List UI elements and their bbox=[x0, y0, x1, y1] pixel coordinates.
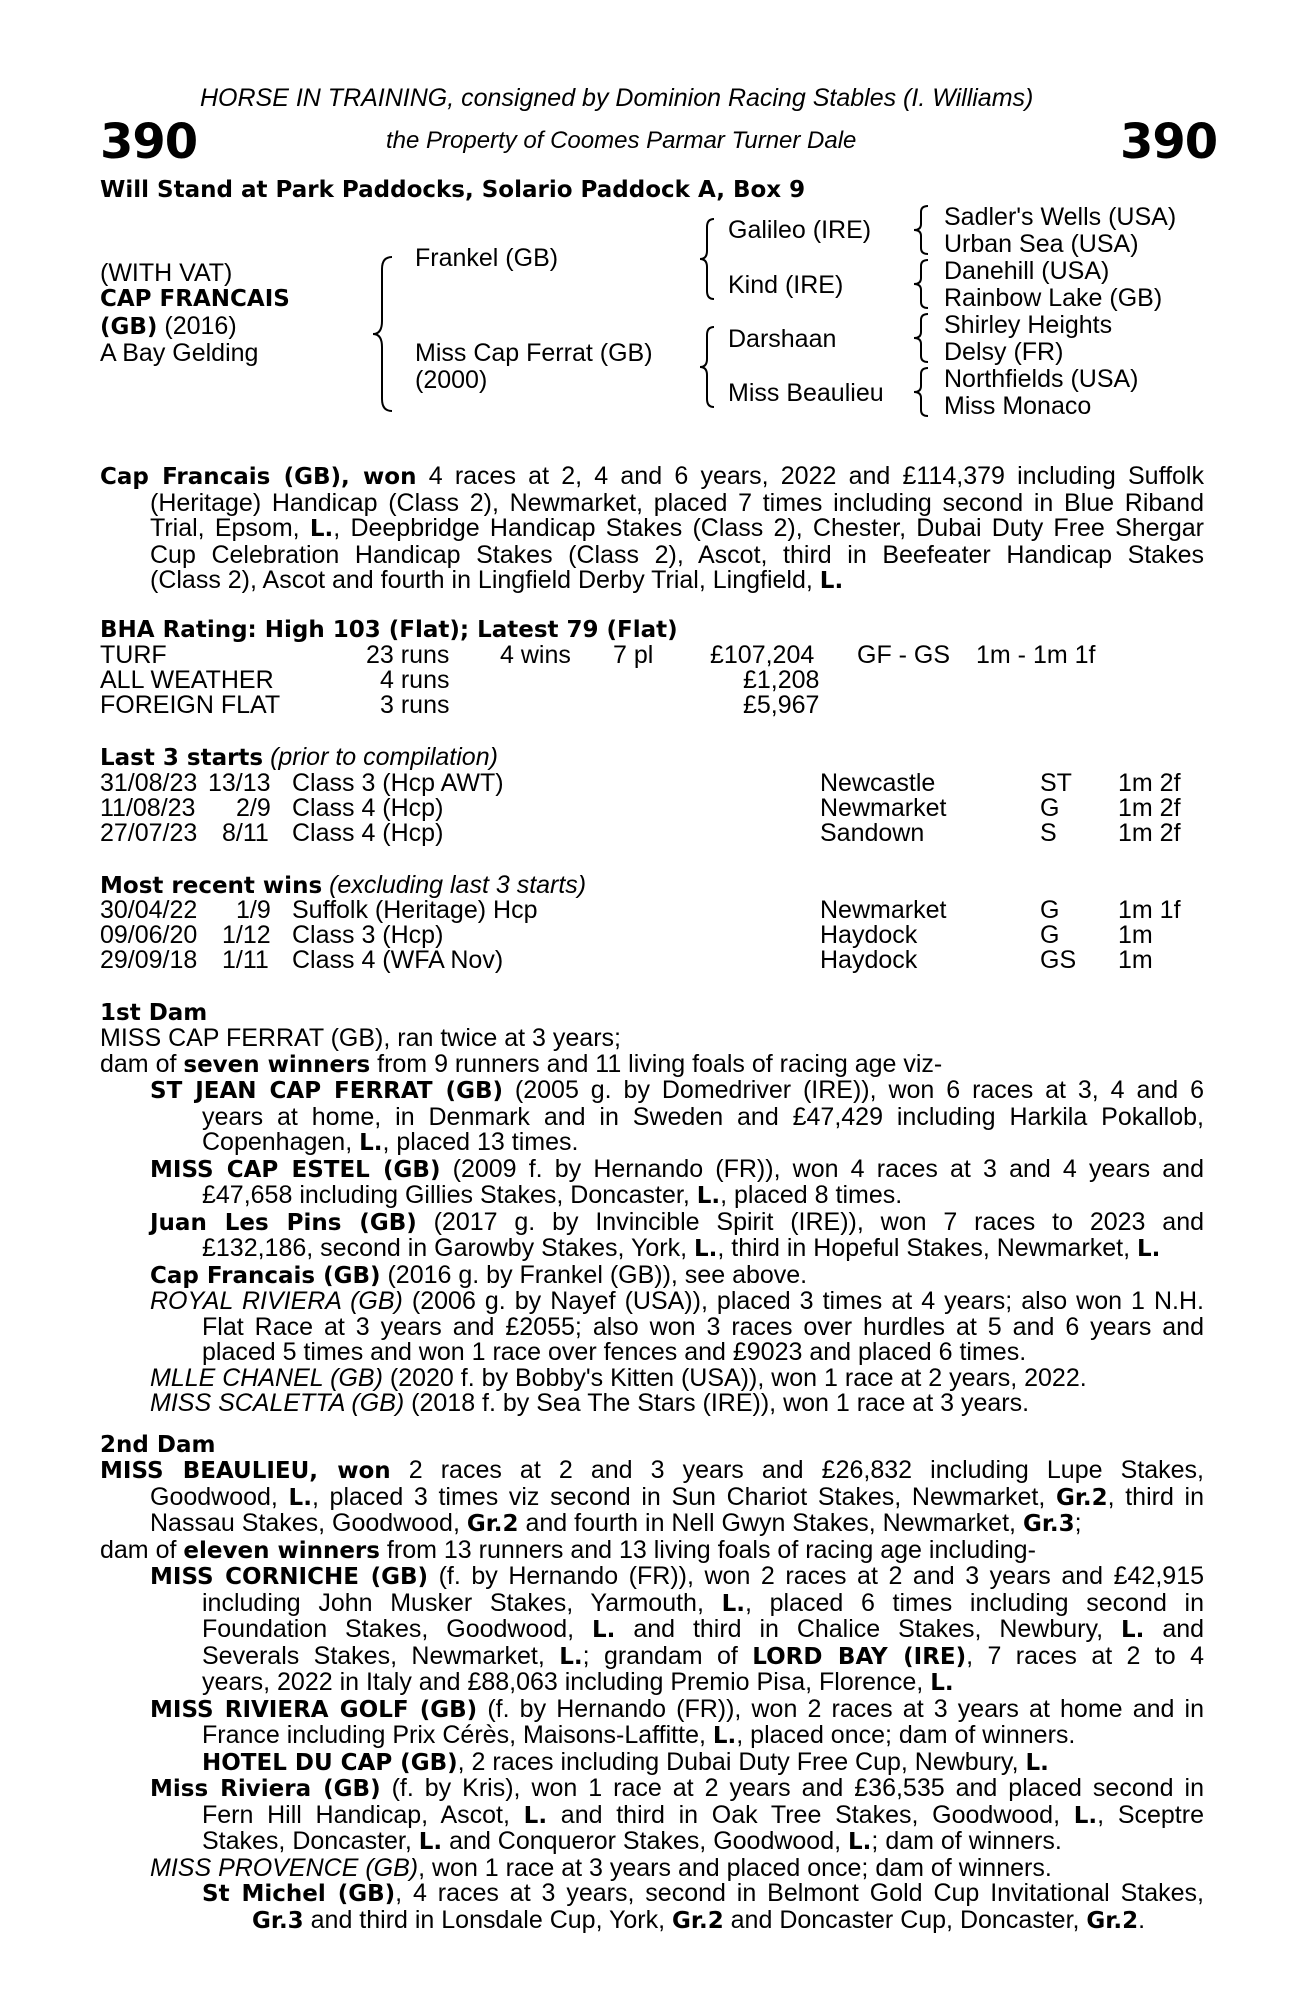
last-starts-title: Last 3 starts (prior to compilation) bbox=[100, 743, 498, 771]
dam-dam: Miss Beaulieu bbox=[728, 379, 884, 407]
rating-title: BHA Rating: High 103 (Flat); Latest 79 (Flat) bbox=[100, 617, 678, 643]
horse-description: A Bay Gelding bbox=[100, 339, 259, 367]
lot-number-right: 390 bbox=[1120, 114, 1218, 170]
vat-note: (WITH VAT) bbox=[100, 259, 233, 287]
dam-dam-sire: Northfields (USA) bbox=[944, 365, 1139, 393]
sire-dam-sire: Danehill (USA) bbox=[944, 257, 1110, 285]
sire-sire-sire: Sadler's Wells (USA) bbox=[944, 203, 1177, 231]
sire-dam-dam: Rainbow Lake (GB) bbox=[944, 284, 1163, 312]
dam-sire-dam: Delsy (FR) bbox=[944, 338, 1064, 366]
pedigree-brace-ss bbox=[912, 204, 932, 256]
sire: Frankel (GB) bbox=[415, 244, 559, 272]
lot-number-left: 390 bbox=[100, 114, 198, 170]
dam-year: (2000) bbox=[415, 366, 488, 394]
first-dam-title: 1st Dam bbox=[100, 1000, 208, 1026]
pedigree-brace-sd bbox=[912, 258, 932, 310]
horse-origin: (GB) (2016) bbox=[100, 312, 237, 340]
first-dam-section: MISS CAP FERRAT (GB), ran twice at 3 years; dam of seven winners from 9 runners and 11 living foals of racing age viz- ST JEAN CAP FERRAT (GB) (2005 g. by Domedriver (IRE)), won 6 races at 3, 4 and 6 years at home, in Denmark and in Sweden and £47,429 including Harkila Pokallob, Copenhagen, L., placed 13 times. MISS CAP ESTEL (GB) (2009 f. by Hernando (FR)), won 4 races at 3 and 4 years and £47,658 including Gillies Stakes, Doncaster, L., placed 8 times. Juan Les Pins (GB) (2017 g. by Invincible Spirit (IRE)), won 7 races to 2023 and £132,186, second in Garowby Stakes, York, L., third in Hopeful Stakes, Newmarket, L. Cap Francais (GB) (2016 g. by Frankel (GB)), see above. ROYAL RIVIERA (GB) (2006 g. by Nayef (USA)), placed 3 times at 4 years; also won 1 N.H. Flat Race at 3 years and £2055; also won 3 races over hurdles at 5 and 6 years and placed 5 times and won 1 race over fences and £9023 and placed 6 times. MLLE CHANEL (GB) (2020 f. by Bobby's Kitten (USA)), won 1 race at 2 years, 2022. MISS SCALETTA (GB) (2018 f. by Sea The Stars (IRE)), won 1 race at 3 years. bbox=[100, 1024, 1205, 1417]
pedigree-brace-main bbox=[370, 255, 398, 413]
second-dam-section: MISS BEAULIEU, won 2 races at 2 and 3 years and £26,832 including Lupe Stakes, Goodwood, L., placed 3 times viz second in Sun Chariot Stakes, Newmarket, Gr.2, third in Nassau Stakes, Goodwood, Gr.2 and fourth in Nell Gwyn Stakes, Newmarket, Gr.3; dam of eleven winners from 13 runners and 13 living foals of racing age including- MISS CORNICHE (GB) (f. by Hernando (FR)), won 2 races at 2 and 3 years and £42,915 including John Musker Stakes, Yarmouth, L., placed 6 times including second in Foundation Stakes, Goodwood, L. and third in Chalice Stakes, Newbury, L. and Severals Stakes, Newmarket, L.; grandam of LORD BAY (IRE), 7 races at 2 to 4 years, 2022 in Italy and £88,063 including Premio Pisa, Florence, L. MISS RIVIERA GOLF (GB) (f. by Hernando (FR)), won 2 races at 3 years at home and in France including Prix Cérès, Maisons-Laffitte, L., placed once; dam of winners. HOTEL DU CAP (GB), 2 races including Dubai Duty Free Cup, Newbury, L. Miss Riviera (GB) (f. by Kris), won 1 race at 2 years and £36,535 and placed second in Fern Hill Handicap, Ascot, L. and third in Oak Tree Stakes, Goodwood, L., Sceptre Stakes, Doncaster, L. and Conqueror Stakes, Goodwood, L.; dam of winners. MISS PROVENCE (GB), won 1 race at 3 years and placed once; dam of winners. St Michel (GB), 4 races at 3 years, second in Belmont Gold Cup Invitational Stakes, Gr.3 and third in Lonsdale Cup, York, Gr.2 and Doncaster Cup, Doncaster, Gr.2. bbox=[100, 1456, 1205, 1934]
pedigree-brace-dd bbox=[912, 366, 932, 418]
horse-name: CAP FRANCAIS bbox=[100, 286, 290, 312]
header-consignor: HORSE IN TRAINING, consigned by Dominion Racing Stables (I. Williams) bbox=[200, 84, 1034, 112]
second-dam-title: 2nd Dam bbox=[100, 1432, 216, 1458]
pedigree-brace-ds bbox=[912, 312, 932, 364]
dam: Miss Cap Ferrat (GB) bbox=[415, 339, 653, 367]
dam-sire-sire: Shirley Heights bbox=[944, 311, 1113, 339]
sire-sire-dam: Urban Sea (USA) bbox=[944, 230, 1139, 258]
race-summary: Cap Francais (GB), won 4 races at 2, 4 and 6 years, 2022 and £114,379 including Suffolk (Heritage) Handicap (Class 2), Newmarket, placed 7 times including second in Blue Riband Trial, Epsom, L., Deepbridge Handicap Stakes (Class 2), Chester, Dubai Duty Free Shergar Cup Celebration Handicap Stakes (Class 2), Ascot, third in Beefeater Handicap Stakes (Class 2), Ascot and fourth in Lingfield Derby Trial, Lingfield, L. bbox=[100, 462, 1205, 594]
sire-dam: Kind (IRE) bbox=[728, 271, 844, 299]
sire-sire: Galileo (IRE) bbox=[728, 216, 872, 244]
pedigree-brace-sire bbox=[698, 217, 718, 301]
dam-dam-dam: Miss Monaco bbox=[944, 392, 1092, 420]
dam-sire: Darshaan bbox=[728, 325, 837, 353]
stand-location: Will Stand at Park Paddocks, Solario Paddock A, Box 9 bbox=[100, 177, 806, 203]
pedigree-brace-dam bbox=[698, 325, 718, 409]
header-owner: the Property of Coomes Parmar Turner Dale bbox=[386, 127, 857, 154]
recent-wins-title: Most recent wins (excluding last 3 starts) bbox=[100, 871, 587, 899]
